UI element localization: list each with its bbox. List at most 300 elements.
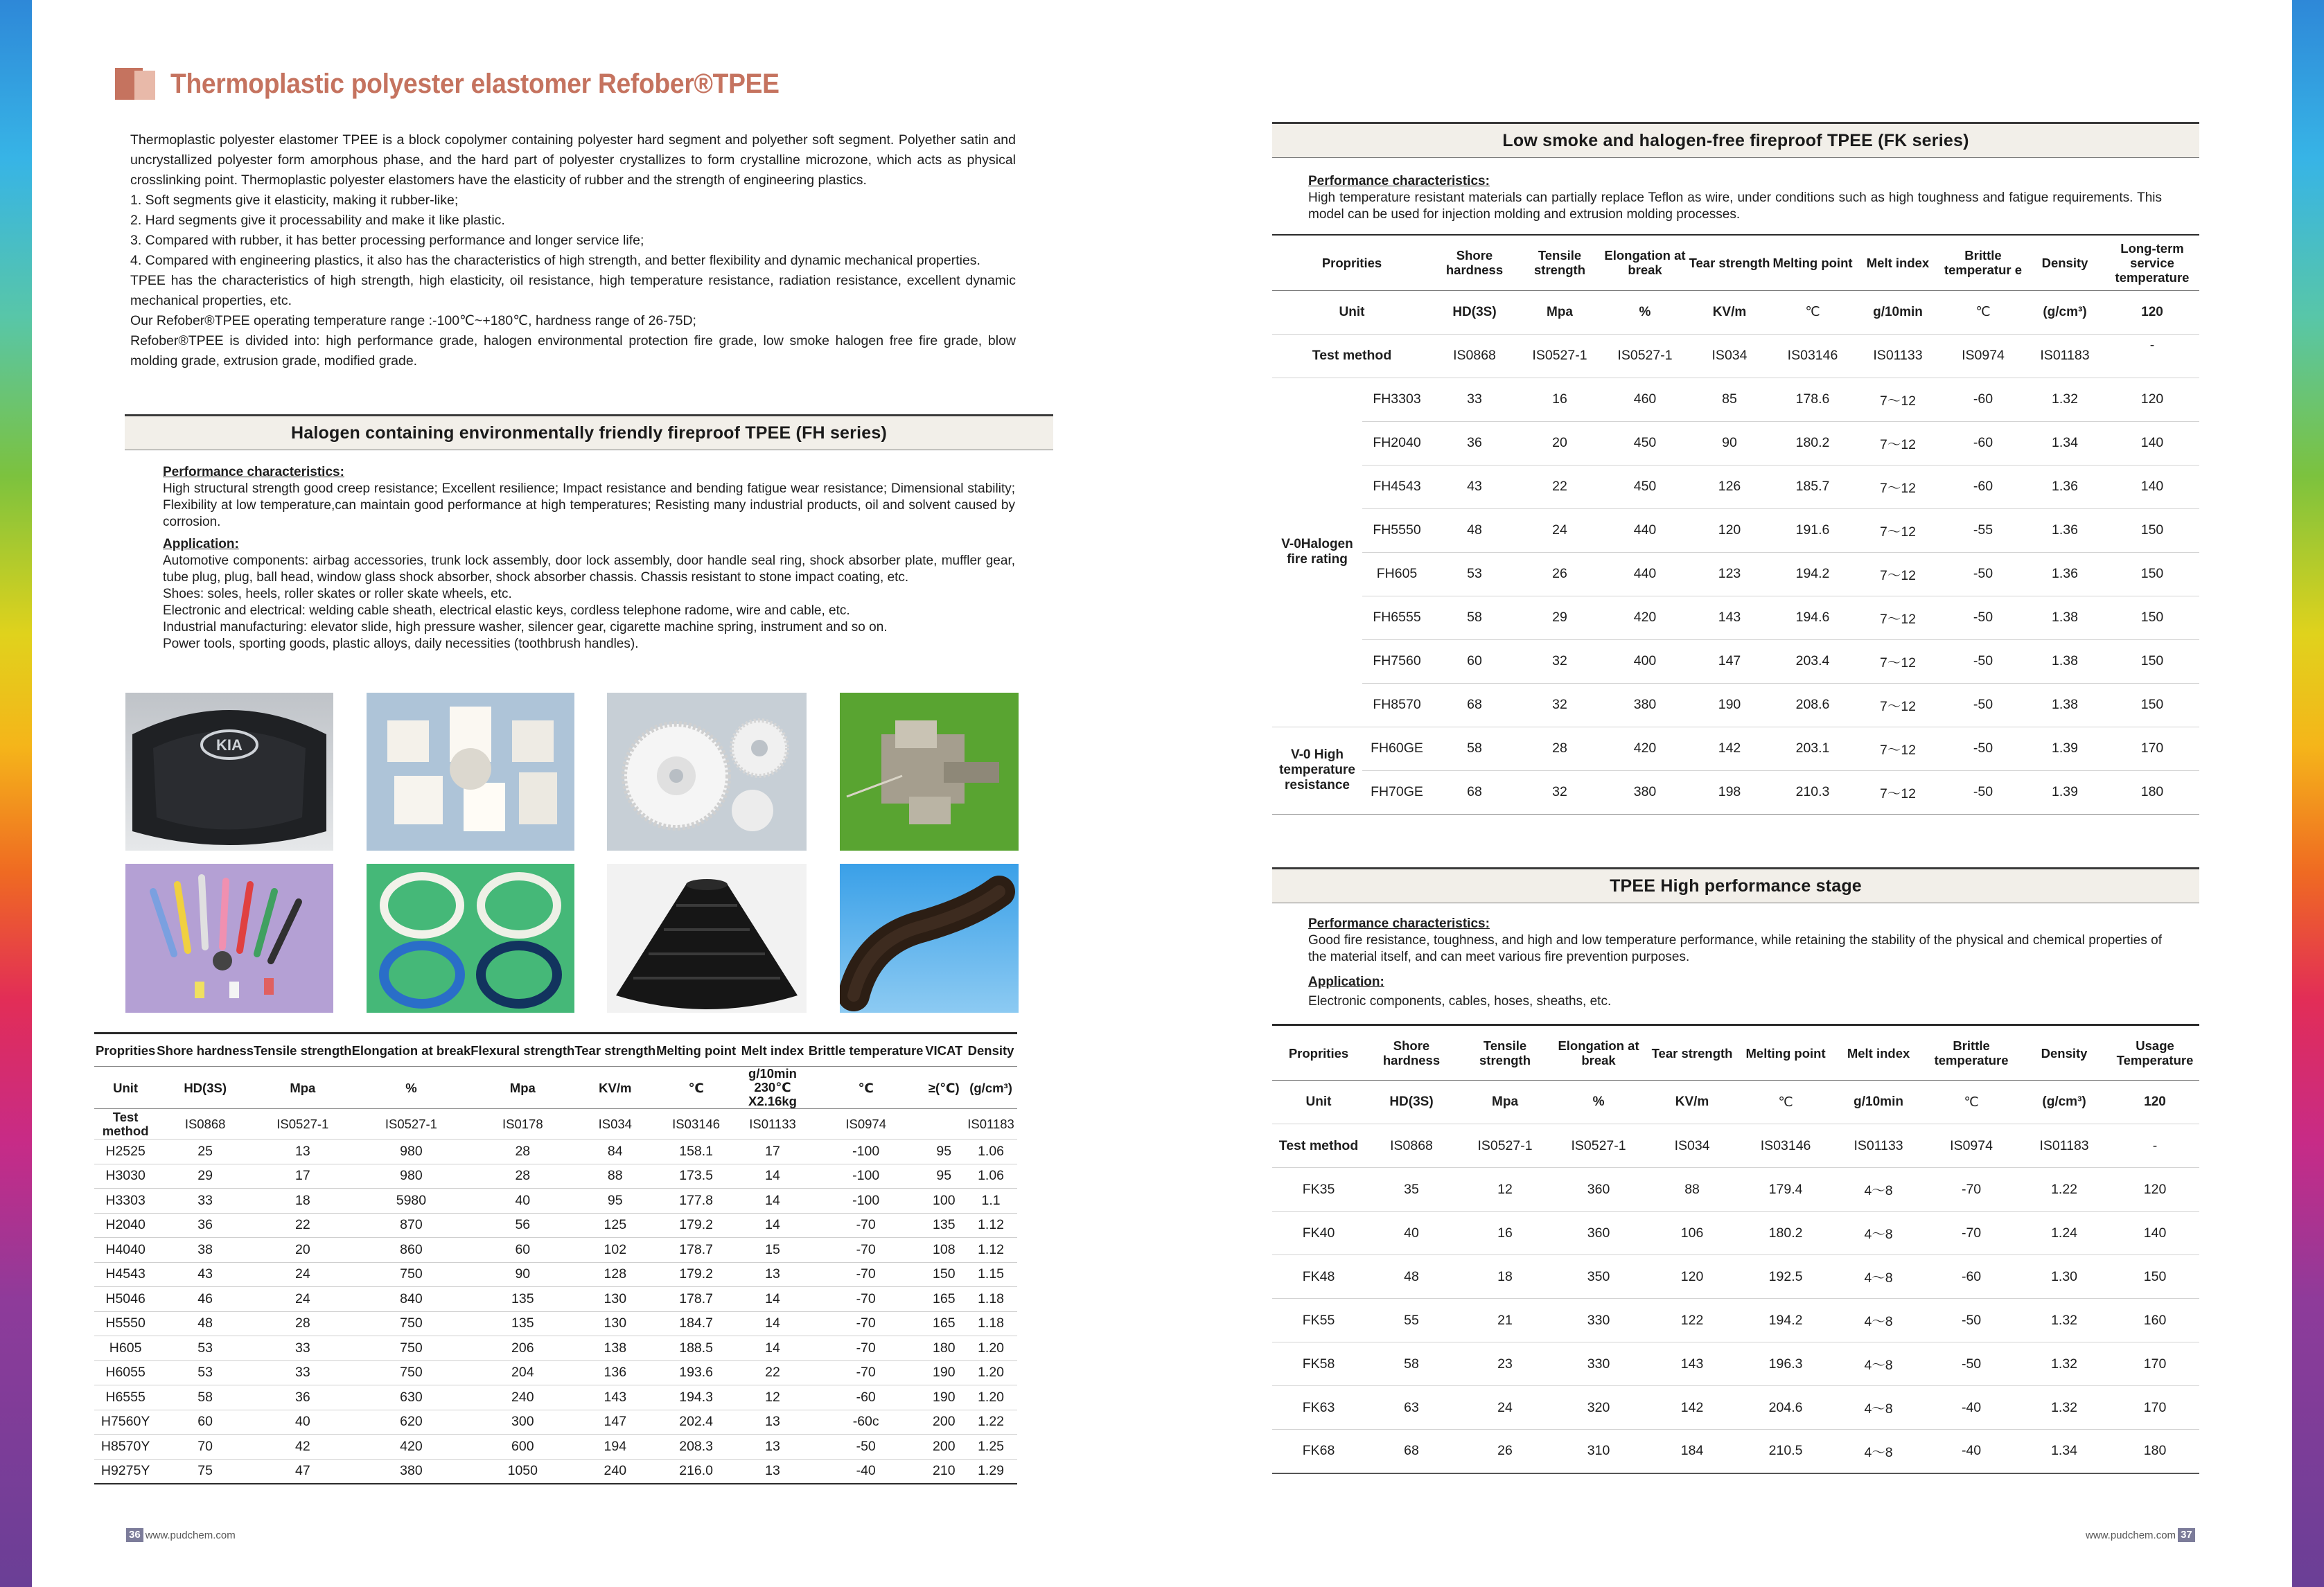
value-cell: 165: [933, 1315, 956, 1331]
grade-cell: FH3303: [1373, 391, 1421, 407]
table-row: [1272, 1430, 2199, 1473]
value-cell: 600: [511, 1438, 534, 1454]
value-cell: 140: [2140, 479, 2164, 494]
value-cell: 13: [765, 1438, 780, 1454]
value-cell: 170: [2140, 741, 2164, 756]
value-cell: 450: [1633, 435, 1657, 450]
unit-cell: Mpa: [254, 1067, 352, 1109]
grade-cell: FK58: [1302, 1356, 1335, 1372]
value-cell: 180.2: [1795, 435, 1830, 450]
method-cell: IS03146: [1760, 1137, 1811, 1153]
intro-item: 2. Hard segments give it processability and make it like plastic.: [130, 213, 505, 228]
value-cell: 4～8: [1864, 1227, 1893, 1242]
value-cell: 1.1: [981, 1192, 1001, 1208]
grade-cell: H6555: [105, 1389, 146, 1405]
page-title-block: [115, 68, 825, 100]
intro-text: [130, 130, 1016, 371]
intro-paragraph: TPEE has the characteristics of high strength, high elasticity, oil resistance, high temperature resistance, radiation resistance, excellent dynamic mechanical properties, etc.: [130, 273, 1016, 308]
column-header: Melting point: [655, 1034, 737, 1067]
value-cell: 55: [1404, 1312, 1419, 1328]
plugs-photo: [125, 864, 333, 1013]
footer-url[interactable]: www.pudchem.com: [2086, 1529, 2176, 1541]
value-cell: 48: [1404, 1268, 1419, 1284]
value-cell: 135: [511, 1291, 534, 1306]
value-cell: 58: [197, 1389, 213, 1405]
value-cell: 58: [1404, 1356, 1419, 1372]
grade-cell: FH6555: [1373, 610, 1421, 625]
value-cell: 13: [294, 1143, 310, 1159]
kia-logo-text: KIA: [216, 736, 243, 754]
table-row: [1272, 1342, 2199, 1386]
value-cell: 160: [2143, 1312, 2167, 1328]
grade-cell: H4040: [105, 1241, 146, 1257]
value-cell: 33: [294, 1340, 310, 1356]
table-row: [94, 1435, 1017, 1460]
method-cell: Test method: [102, 1109, 149, 1138]
value-cell: -40: [1961, 1443, 1982, 1459]
value-cell: 178.6: [1795, 391, 1830, 407]
hose-photo: [840, 864, 1019, 1013]
method-cell: IS0974: [845, 1116, 886, 1131]
method-cell: IS01183: [2040, 348, 2090, 363]
intro-item: 1. Soft segments give it elasticity, making it rubber-like;: [130, 193, 459, 208]
grade-cell: FK40: [1302, 1225, 1335, 1241]
value-cell: -70: [1961, 1181, 1982, 1197]
value-cell: 870: [400, 1217, 423, 1233]
value-cell: 1.12: [978, 1241, 1005, 1257]
value-cell: -60: [1961, 1268, 1982, 1284]
value-cell: 440: [1633, 522, 1657, 538]
value-cell: 216.0: [679, 1463, 714, 1478]
table-row: [94, 1262, 1017, 1287]
method-cell: IS0527-1: [1571, 1137, 1626, 1153]
page-number: 36: [126, 1528, 143, 1542]
table-row: [1272, 552, 2199, 596]
value-cell: 320: [1587, 1399, 1610, 1415]
value-cell: 26: [1497, 1443, 1513, 1459]
value-cell: 90: [1722, 435, 1737, 450]
value-cell: 400: [1633, 653, 1657, 668]
value-cell: 130: [604, 1291, 627, 1306]
method-cell: IS0527-1: [276, 1116, 329, 1131]
value-cell: 53: [197, 1365, 213, 1381]
value-cell: 102: [604, 1241, 627, 1257]
value-cell: 120: [1718, 522, 1741, 538]
table-row: [1272, 1168, 2199, 1212]
method-cell: IS0974: [1962, 348, 2005, 363]
method-cell: IS0868: [1453, 348, 1496, 363]
method-cell: IS0868: [184, 1116, 226, 1131]
value-cell: 7～12: [1879, 436, 1917, 452]
value-cell: 980: [400, 1168, 423, 1184]
value-cell: 180: [2140, 784, 2164, 799]
value-cell: 460: [1633, 391, 1657, 407]
value-cell: 177.8: [679, 1192, 714, 1208]
value-cell: 68: [1404, 1443, 1419, 1459]
value-cell: -100: [852, 1168, 880, 1184]
value-cell: 194.6: [1795, 610, 1830, 625]
value-cell: 204: [511, 1365, 534, 1381]
method-cell: IS0868: [1390, 1137, 1433, 1153]
value-cell: 147: [604, 1414, 627, 1430]
value-cell: 15: [765, 1241, 780, 1257]
value-cell: 142: [1718, 741, 1741, 756]
unit-cell: %: [352, 1067, 471, 1109]
value-cell: 1.20: [978, 1340, 1005, 1356]
column-header: Melt index: [737, 1034, 809, 1067]
grade-cell: FH60GE: [1371, 741, 1423, 756]
value-cell: 143: [1680, 1356, 1704, 1372]
unit-cell: Mpa: [470, 1067, 574, 1109]
black-cone-image: [607, 864, 807, 1013]
value-cell: 173.5: [679, 1168, 714, 1184]
column-header: Melt index: [1832, 1025, 1925, 1081]
table-header-row: [94, 1034, 1017, 1067]
column-header: Proprities: [1272, 1025, 1365, 1081]
value-cell: 33: [197, 1192, 213, 1208]
value-cell: 26: [1552, 566, 1567, 581]
value-cell: 420: [400, 1438, 423, 1454]
table-row: [94, 1311, 1017, 1336]
value-cell: 420: [1633, 610, 1657, 625]
method-cell: IS0527-1: [1532, 348, 1587, 363]
fh-section-header: [125, 414, 1053, 450]
gears-image: [607, 693, 807, 851]
value-cell: 16: [1552, 391, 1567, 407]
value-cell: 185.7: [1795, 479, 1830, 494]
value-cell: 184.7: [679, 1315, 714, 1331]
value-cell: 380: [400, 1463, 423, 1478]
column-header: Density: [2018, 1025, 2111, 1081]
value-cell: 7～12: [1879, 742, 1917, 758]
value-cell: 1050: [507, 1463, 538, 1478]
value-cell: 95: [936, 1168, 952, 1184]
value-cell: 63: [1404, 1399, 1419, 1415]
column-header: Density: [2025, 235, 2105, 290]
grade-cell: FH70GE: [1371, 784, 1423, 799]
table-row: [1272, 508, 2199, 552]
value-cell: 20: [1552, 435, 1567, 450]
value-cell: 58: [1467, 741, 1482, 756]
fire-rating-group-label: V-0Halogen fire rating: [1281, 537, 1353, 567]
method-cell: IS0527-1: [385, 1116, 437, 1131]
method-cell: IS0974: [1950, 1137, 1993, 1153]
grade-cell: FK35: [1302, 1181, 1335, 1197]
value-cell: 138: [604, 1340, 627, 1356]
value-cell: 140: [2143, 1225, 2167, 1241]
column-header: Tensile strength: [1458, 1025, 1552, 1081]
value-cell: 206: [511, 1340, 534, 1356]
value-cell: 1.38: [2052, 653, 2078, 668]
value-cell: 750: [400, 1340, 423, 1356]
value-cell: 1.20: [978, 1365, 1005, 1381]
product-photos: [94, 693, 1019, 1011]
hp-app-heading: Application:: [1308, 975, 1384, 989]
value-cell: -55: [1973, 522, 1993, 538]
grade-cell: FK68: [1302, 1443, 1335, 1459]
value-cell: -50: [1961, 1312, 1982, 1328]
table-unit-row: [94, 1067, 1017, 1109]
value-cell: 150: [2140, 522, 2164, 538]
grade-cell: FH8570: [1373, 697, 1421, 712]
value-cell: 860: [400, 1241, 423, 1257]
method-cell: IS0527-1: [1617, 348, 1673, 363]
value-cell: 36: [1467, 435, 1482, 450]
value-cell: 1.22: [2051, 1181, 2078, 1197]
method-cell: IS0527-1: [1477, 1137, 1533, 1153]
table-row: [94, 1238, 1017, 1263]
column-header: Shore hardness: [1365, 1025, 1458, 1081]
hp-table-body: [1272, 1081, 2199, 1473]
method-cell: IS01133: [1873, 348, 1923, 363]
value-cell: 13: [765, 1414, 780, 1430]
value-cell: 179.2: [679, 1217, 714, 1233]
value-cell: 120: [1680, 1268, 1704, 1284]
column-header: Elongation at break: [1552, 1025, 1645, 1081]
value-cell: 840: [400, 1291, 423, 1306]
footer-url[interactable]: www.pudchem.com: [145, 1529, 236, 1541]
value-cell: 125: [604, 1217, 627, 1233]
value-cell: 60: [515, 1241, 531, 1257]
unit-cell: Unit: [1339, 304, 1365, 319]
method-cell: IS03146: [1787, 348, 1838, 363]
value-cell: 208.6: [1795, 697, 1830, 712]
value-cell: 106: [1680, 1225, 1704, 1241]
value-cell: 170: [2143, 1399, 2167, 1415]
test-method-row: [1272, 334, 2199, 378]
grade-cell: H2040: [105, 1217, 146, 1233]
value-cell: 40: [294, 1414, 310, 1430]
value-cell: 21: [1497, 1312, 1513, 1328]
value-cell: 194.2: [1795, 566, 1830, 581]
hp-app-text: Electronic components, cables, hoses, sheaths, etc.: [1308, 994, 1612, 1009]
method-cell: [923, 1109, 965, 1140]
value-cell: -70: [1961, 1225, 1982, 1241]
value-cell: 150: [2140, 697, 2164, 712]
table-unit-row: [1272, 290, 2199, 334]
value-cell: 56: [515, 1217, 531, 1233]
value-cell: 17: [294, 1168, 310, 1184]
value-cell: -60: [856, 1389, 876, 1405]
value-cell: 53: [197, 1340, 213, 1356]
value-cell: 194: [604, 1438, 627, 1454]
fk-performance-block: [1308, 173, 2162, 223]
value-cell: 1.32: [2051, 1312, 2078, 1328]
value-cell: 88: [1684, 1181, 1700, 1197]
column-header: Tear strength: [1688, 235, 1771, 290]
value-cell: 1.39: [2052, 741, 2078, 756]
value-cell: 310: [1587, 1443, 1610, 1459]
unit-cell: 120: [2144, 1094, 2166, 1109]
value-cell: 58: [1467, 610, 1482, 625]
value-cell: 4～8: [1864, 1444, 1893, 1460]
grade-cell: H6055: [105, 1365, 146, 1381]
value-cell: 7～12: [1879, 480, 1917, 496]
value-cell: 1.32: [2052, 391, 2078, 407]
value-cell: 143: [1718, 610, 1741, 625]
column-header: Tear strength: [574, 1034, 655, 1067]
value-cell: 7～12: [1879, 786, 1917, 801]
column-header: Shore hardness: [157, 1034, 254, 1067]
unit-cell: KV/m: [1675, 1094, 1709, 1109]
value-cell: 29: [1552, 610, 1567, 625]
value-cell: -50: [1973, 610, 1993, 625]
unit-cell: ℃: [655, 1067, 737, 1109]
grade-cell: H3030: [105, 1168, 146, 1184]
hp-properties-table: [1272, 1024, 2199, 1474]
value-cell: -50: [1973, 653, 1993, 668]
unit-cell: g/10min: [1873, 304, 1923, 319]
table-row: [1272, 1255, 2199, 1299]
rainbow-border-right: [2292, 0, 2324, 1587]
value-cell: -50: [1973, 566, 1993, 581]
value-cell: -40: [856, 1463, 876, 1478]
lock-assembly-photo: [840, 693, 1019, 851]
value-cell: 180.2: [1768, 1225, 1803, 1241]
value-cell: 180: [933, 1340, 956, 1356]
fh-perf-heading: Performance characteristics:: [163, 465, 344, 479]
value-cell: 13: [765, 1463, 780, 1478]
method-cell: IS0178: [502, 1116, 543, 1131]
table-row: [1272, 727, 2199, 770]
value-cell: 210: [933, 1463, 956, 1478]
hp-performance-block: [1308, 916, 2162, 1010]
unit-cell: HD(3S): [1452, 304, 1497, 319]
page-number: 37: [2178, 1528, 2195, 1542]
value-cell: 350: [1587, 1268, 1610, 1284]
value-cell: 95: [936, 1143, 952, 1159]
value-cell: -60c: [852, 1414, 879, 1430]
column-header: Shore hardness: [1432, 235, 1517, 290]
value-cell: -70: [856, 1340, 876, 1356]
value-cell: 750: [400, 1315, 423, 1331]
column-header: Tensile strength: [254, 1034, 352, 1067]
table-unit-row: [1272, 1081, 2199, 1124]
value-cell: 33: [1467, 391, 1482, 407]
value-cell: 24: [1497, 1399, 1513, 1415]
column-header: Proprities: [94, 1034, 157, 1067]
value-cell: 184: [1680, 1443, 1704, 1459]
value-cell: 32: [1552, 653, 1567, 668]
value-cell: -70: [856, 1291, 876, 1306]
grade-cell: H9275Y: [100, 1463, 150, 1478]
value-cell: 4～8: [1864, 1401, 1893, 1417]
unit-cell: Mpa: [1547, 304, 1573, 319]
column-header: Usage Temperature: [2111, 1025, 2199, 1081]
value-cell: 1.22: [978, 1414, 1005, 1430]
intro-paragraph: Refober®TPEE is divided into: high performance grade, halogen environmental protection fire grade, low smoke halogen free fire grade, blow molding grade, extrusion grade, modified grade.: [130, 333, 1016, 369]
value-cell: 1.12: [978, 1217, 1005, 1233]
value-cell: -50: [1961, 1356, 1982, 1372]
table-row: [1272, 596, 2199, 639]
value-cell: 28: [515, 1143, 531, 1159]
value-cell: 150: [2143, 1268, 2167, 1284]
value-cell: 1.36: [2052, 566, 2078, 581]
value-cell: 90: [515, 1266, 531, 1282]
fh-app-line: Shoes: soles, heels, roller skates or roller skate wheels, etc.: [163, 587, 512, 601]
value-cell: 60: [1467, 653, 1482, 668]
value-cell: 170: [2143, 1356, 2167, 1372]
value-cell: 200: [933, 1438, 956, 1454]
value-cell: 35: [1404, 1181, 1419, 1197]
value-cell: 29: [197, 1168, 213, 1184]
value-cell: 20: [294, 1241, 310, 1257]
value-cell: 1.29: [978, 1463, 1005, 1478]
grade-cell: FK48: [1302, 1268, 1335, 1284]
value-cell: 420: [1633, 741, 1657, 756]
value-cell: 150: [933, 1266, 956, 1282]
value-cell: 1.36: [2052, 522, 2078, 538]
fh-app-line: Electronic and electrical: welding cable sheath, electrical elastic keys, cordless telephone radome, wire and cable, etc.: [163, 603, 850, 618]
gears-photo: [607, 693, 807, 851]
intro-paragraph: Thermoplastic polyester elastomer TPEE is a block copolymer containing polyester hard segment and polyether soft segment. Polyether satin and uncrystallized polyester form amorphous phase, and the hard part of polyester crystallizes to form crystalline microzone, which acts as physical crosslinking point. Thermoplastic polyester elastomers have the elasticity of rubber and the strength of engineering plastics.: [130, 132, 1016, 188]
value-cell: 1.32: [2051, 1356, 2078, 1372]
value-cell: 7～12: [1879, 524, 1917, 540]
unit-cell: Mpa: [1492, 1094, 1519, 1109]
value-cell: 18: [1497, 1268, 1513, 1284]
value-cell: 750: [400, 1266, 423, 1282]
value-cell: 36: [294, 1389, 310, 1405]
value-cell: 191.6: [1795, 522, 1830, 538]
value-cell: 135: [511, 1315, 534, 1331]
unit-cell: %: [1639, 304, 1651, 319]
hose-image: [840, 864, 1019, 1013]
value-cell: 22: [294, 1217, 310, 1233]
intro-item: 3. Compared with rubber, it has better processing performance and longer service life;: [130, 233, 644, 248]
method-cell: IS03146: [672, 1116, 721, 1131]
fh-performance-block: [163, 464, 1015, 653]
value-cell: 7～12: [1879, 567, 1917, 583]
unit-cell: ℃: [1975, 305, 1991, 319]
value-cell: 120: [2140, 391, 2164, 407]
coupling-image: [367, 693, 574, 851]
value-cell: 38: [197, 1241, 213, 1257]
value-cell: 68: [1467, 697, 1482, 712]
value-cell: 240: [511, 1389, 534, 1405]
value-cell: 980: [400, 1143, 423, 1159]
grade-cell: FK55: [1302, 1312, 1335, 1328]
value-cell: 188.5: [679, 1340, 714, 1356]
table-row: [94, 1189, 1017, 1214]
unit-cell: %: [1592, 1094, 1605, 1109]
value-cell: -60: [1973, 435, 1993, 450]
method-cell: IS01183: [967, 1116, 1014, 1131]
value-cell: 1.18: [978, 1315, 1005, 1331]
fh-app-line: Power tools, sporting goods, plastic alloys, daily necessities (toothbrush handles).: [163, 637, 639, 651]
unit-cell: ℃: [1805, 305, 1820, 319]
value-cell: 4～8: [1864, 1358, 1893, 1373]
value-cell: 1.24: [2051, 1225, 2078, 1241]
value-cell: 143: [604, 1389, 627, 1405]
method-cell: -: [2152, 1137, 2158, 1153]
column-header: Tensile strength: [1517, 235, 1602, 290]
unit-cell: HD(3S): [1389, 1094, 1434, 1109]
column-header: Density: [965, 1034, 1017, 1067]
table-row: [1272, 1386, 2199, 1430]
table-header-row: [1272, 1025, 2199, 1081]
fh-section-title: Halogen containing environmentally friendly fireproof TPEE (FH series): [291, 423, 887, 443]
page-title: Thermoplastic polyester elastomer Refober®TPEE: [170, 68, 780, 99]
value-cell: 42: [294, 1438, 310, 1454]
table-row: [1272, 421, 2199, 465]
value-cell: 126: [1718, 479, 1741, 494]
value-cell: -50: [1973, 741, 1993, 756]
value-cell: 28: [1552, 741, 1567, 756]
fk-properties-table: [1272, 234, 2199, 815]
table-row: [94, 1287, 1017, 1312]
value-cell: 14: [765, 1315, 780, 1331]
value-cell: 300: [511, 1414, 534, 1430]
